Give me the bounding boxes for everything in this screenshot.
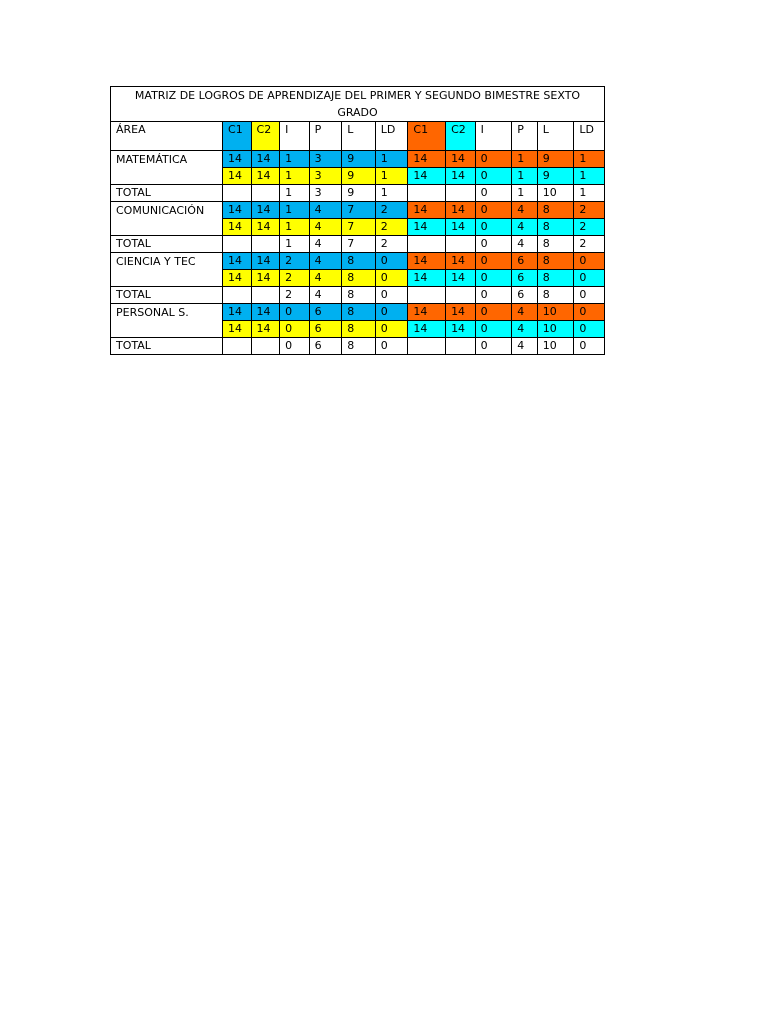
value-cell: 14: [251, 202, 280, 219]
value-cell: 0: [375, 321, 408, 338]
value-cell: 0: [475, 202, 512, 219]
value-cell: 14: [223, 219, 252, 236]
value-cell: 8: [537, 219, 574, 236]
header-c2-first: C2: [251, 122, 280, 151]
value-cell: 14: [408, 253, 446, 270]
value-cell: 14: [408, 202, 446, 219]
value-cell: 4: [309, 253, 342, 270]
header-i-second: I: [475, 122, 512, 151]
value-cell: 7: [342, 219, 376, 236]
value-cell: 14: [446, 219, 476, 236]
value-cell: 4: [309, 202, 342, 219]
header-area: ÁREA: [111, 122, 223, 151]
value-cell: 14: [408, 219, 446, 236]
value-cell: 1: [375, 168, 408, 185]
value-cell: 8: [342, 304, 376, 321]
value-cell: 14: [446, 151, 476, 168]
value-cell: 14: [408, 168, 446, 185]
header-p-first: P: [309, 122, 342, 151]
value-cell: 2: [574, 202, 605, 219]
value-cell: 8: [342, 270, 376, 287]
table-row: [111, 304, 605, 321]
total-cell: 4: [512, 236, 537, 253]
value-cell: 0: [375, 304, 408, 321]
value-cell: 0: [574, 270, 605, 287]
total-cell: 1: [280, 236, 310, 253]
value-cell: 6: [309, 304, 342, 321]
total-cell: [223, 185, 252, 202]
total-row: [111, 185, 605, 202]
value-cell: 9: [342, 151, 376, 168]
value-cell: 4: [512, 304, 537, 321]
value-cell: 3: [309, 168, 342, 185]
value-cell: 14: [251, 219, 280, 236]
value-cell: 0: [475, 219, 512, 236]
value-cell: 4: [309, 219, 342, 236]
value-cell: 2: [280, 270, 310, 287]
value-cell: 0: [574, 304, 605, 321]
total-cell: 1: [375, 185, 408, 202]
total-cell: 0: [475, 236, 512, 253]
header-row: [111, 122, 605, 151]
value-cell: 14: [446, 168, 476, 185]
header-ld-second: LD: [574, 122, 605, 151]
total-cell: [408, 287, 446, 304]
header-c2-second: C2: [446, 122, 476, 151]
header-c1-first: C1: [223, 122, 252, 151]
total-cell: [251, 287, 280, 304]
total-cell: 4: [309, 287, 342, 304]
value-cell: 14: [446, 253, 476, 270]
total-cell: 8: [342, 287, 376, 304]
value-cell: 1: [280, 151, 310, 168]
value-cell: 4: [512, 321, 537, 338]
table-row: [111, 253, 605, 270]
value-cell: 0: [375, 253, 408, 270]
total-cell: 4: [309, 236, 342, 253]
value-cell: 0: [475, 270, 512, 287]
value-cell: 14: [446, 270, 476, 287]
value-cell: 6: [512, 253, 537, 270]
value-cell: 2: [375, 219, 408, 236]
value-cell: 9: [537, 168, 574, 185]
value-cell: 14: [446, 304, 476, 321]
header-l-first: L: [342, 122, 376, 151]
value-cell: 14: [251, 270, 280, 287]
total-row: [111, 236, 605, 253]
value-cell: 8: [537, 253, 574, 270]
value-cell: 8: [342, 253, 376, 270]
total-cell: 1: [280, 185, 310, 202]
value-cell: 1: [512, 151, 537, 168]
total-cell: [251, 236, 280, 253]
value-cell: 9: [537, 151, 574, 168]
area-name: PERSONAL S.: [111, 304, 223, 338]
total-cell: [408, 236, 446, 253]
value-cell: 14: [408, 270, 446, 287]
total-cell: [446, 287, 476, 304]
header-l-second: L: [537, 122, 574, 151]
value-cell: 8: [342, 321, 376, 338]
total-cell: 0: [280, 338, 310, 355]
total-cell: 0: [375, 338, 408, 355]
total-cell: 8: [342, 338, 376, 355]
value-cell: 8: [537, 202, 574, 219]
value-cell: 1: [375, 151, 408, 168]
value-cell: 14: [251, 253, 280, 270]
header-i-first: I: [280, 122, 310, 151]
value-cell: 0: [475, 321, 512, 338]
value-cell: 0: [475, 168, 512, 185]
header-c1-second: C1: [408, 122, 446, 151]
achievement-matrix-table: [110, 86, 605, 355]
total-cell: [408, 338, 446, 355]
title-row: [111, 87, 605, 122]
value-cell: 0: [574, 253, 605, 270]
total-cell: [446, 236, 476, 253]
total-label: TOTAL: [111, 236, 223, 253]
total-cell: 10: [537, 185, 574, 202]
total-cell: [251, 338, 280, 355]
total-cell: [446, 185, 476, 202]
value-cell: 3: [309, 151, 342, 168]
value-cell: 14: [408, 321, 446, 338]
value-cell: 14: [408, 304, 446, 321]
value-cell: 2: [375, 202, 408, 219]
value-cell: 1: [512, 168, 537, 185]
total-cell: 8: [537, 287, 574, 304]
total-label: TOTAL: [111, 338, 223, 355]
value-cell: 14: [251, 168, 280, 185]
value-cell: 0: [280, 304, 310, 321]
value-cell: 1: [280, 168, 310, 185]
value-cell: 6: [512, 270, 537, 287]
value-cell: 0: [574, 321, 605, 338]
header-p-second: P: [512, 122, 537, 151]
value-cell: 2: [280, 253, 310, 270]
area-name: MATEMÁTICA: [111, 151, 223, 185]
total-cell: 4: [512, 338, 537, 355]
total-cell: 0: [475, 338, 512, 355]
total-label: TOTAL: [111, 185, 223, 202]
header-ld-first: LD: [375, 122, 408, 151]
value-cell: 1: [280, 202, 310, 219]
value-cell: 14: [223, 304, 252, 321]
value-cell: 14: [223, 253, 252, 270]
total-cell: 0: [574, 287, 605, 304]
value-cell: 14: [223, 270, 252, 287]
value-cell: 8: [537, 270, 574, 287]
total-cell: [223, 236, 252, 253]
total-cell: 0: [574, 338, 605, 355]
total-cell: 1: [512, 185, 537, 202]
total-cell: 6: [309, 338, 342, 355]
value-cell: 14: [251, 321, 280, 338]
total-cell: 6: [512, 287, 537, 304]
value-cell: 1: [280, 219, 310, 236]
total-cell: 0: [475, 185, 512, 202]
value-cell: 14: [251, 151, 280, 168]
total-cell: 0: [475, 287, 512, 304]
total-cell: 0: [375, 287, 408, 304]
value-cell: 0: [475, 253, 512, 270]
total-cell: 2: [280, 287, 310, 304]
value-cell: 14: [408, 151, 446, 168]
value-cell: 14: [251, 304, 280, 321]
value-cell: 0: [475, 304, 512, 321]
value-cell: 0: [475, 151, 512, 168]
total-cell: [223, 338, 252, 355]
value-cell: 0: [375, 270, 408, 287]
value-cell: 14: [446, 202, 476, 219]
total-cell: [251, 185, 280, 202]
value-cell: 4: [512, 202, 537, 219]
total-cell: [223, 287, 252, 304]
value-cell: 14: [223, 321, 252, 338]
value-cell: 10: [537, 321, 574, 338]
value-cell: 2: [574, 219, 605, 236]
total-cell: 8: [537, 236, 574, 253]
total-row: [111, 287, 605, 304]
value-cell: 14: [223, 168, 252, 185]
value-cell: 14: [223, 151, 252, 168]
table-row: [111, 202, 605, 219]
total-cell: 9: [342, 185, 376, 202]
total-label: TOTAL: [111, 287, 223, 304]
area-name: COMUNICACIÓN: [111, 202, 223, 236]
value-cell: 14: [223, 202, 252, 219]
total-cell: [446, 338, 476, 355]
total-cell: [408, 185, 446, 202]
value-cell: 4: [309, 270, 342, 287]
value-cell: 9: [342, 168, 376, 185]
total-cell: 2: [375, 236, 408, 253]
value-cell: 7: [342, 202, 376, 219]
value-cell: 10: [537, 304, 574, 321]
total-cell: 1: [574, 185, 605, 202]
value-cell: 1: [574, 168, 605, 185]
value-cell: 0: [280, 321, 310, 338]
value-cell: 14: [446, 321, 476, 338]
value-cell: 1: [574, 151, 605, 168]
value-cell: 4: [512, 219, 537, 236]
area-name: CIENCIA Y TEC: [111, 253, 223, 287]
total-row: [111, 338, 605, 355]
matrix-title: MATRIZ DE LOGROS DE APRENDIZAJE DEL PRIMER Y SEGUNDO BIMESTRE SEXTO GRADO: [111, 87, 605, 122]
total-cell: 3: [309, 185, 342, 202]
table-row: [111, 151, 605, 168]
total-cell: 7: [342, 236, 376, 253]
total-cell: 2: [574, 236, 605, 253]
total-cell: 10: [537, 338, 574, 355]
value-cell: 6: [309, 321, 342, 338]
